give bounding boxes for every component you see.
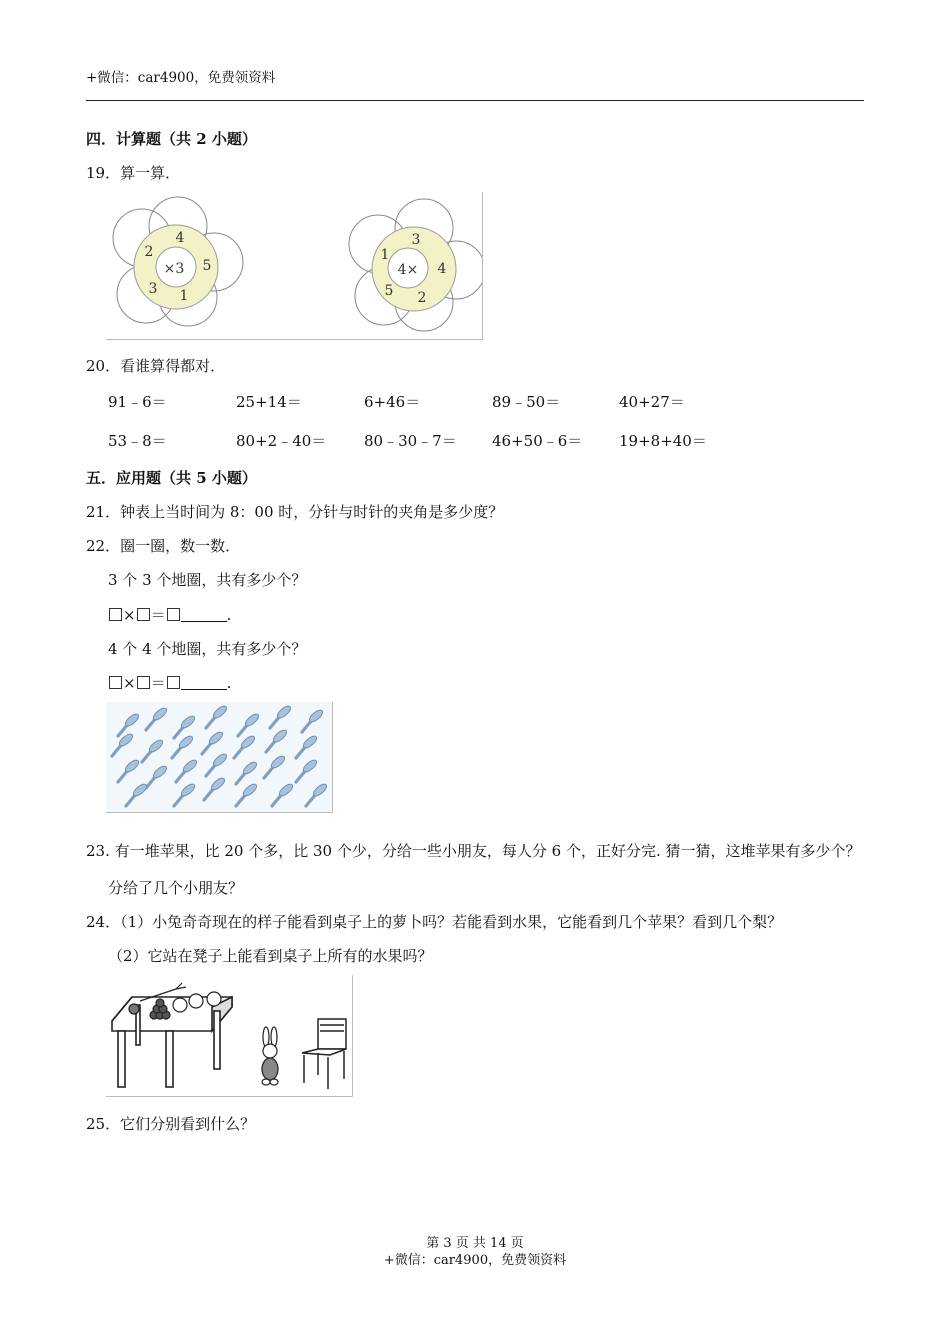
flower-1-petal-bottom-left: 3 (148, 281, 158, 297)
table-rabbit-chair-drawing (106, 975, 352, 1096)
rabbit (262, 1027, 278, 1085)
calc-1-4: 89﹣50＝ (492, 393, 561, 411)
question-24: 24．（1）小兔奇奇现在的样子能看到桌子上的萝卜吗？若能看到水果，它能看到几个苹果？看到几个梨？ (86, 913, 783, 931)
calc-1-1: 91﹣6＝ (108, 393, 167, 411)
question-23-line-2: 分给了几个小朋友？ (108, 879, 244, 897)
flower-2-petal-top: 3 (411, 232, 421, 248)
flower-2-center: 4× (397, 262, 419, 278)
question-23: 23. 有一堆苹果，比 20 个多，比 30 个少，分给一些小朋友，每人分 6 个，正好分完. 猜一猜，这堆苹果有多少个？ (86, 842, 861, 860)
answer-blank (181, 675, 227, 690)
calc-2-4: 46+50﹣6＝ (492, 432, 583, 450)
flower-2-petal-bottom-left: 5 (384, 283, 394, 299)
flower-diagrams (106, 192, 482, 339)
calc-2-3: 80﹣30﹣7＝ (364, 432, 457, 450)
header-rule (86, 100, 864, 101)
answer-box (137, 608, 150, 621)
answer-blank (181, 607, 227, 622)
answer-box (109, 676, 122, 689)
section-4-title: 四．计算题（共 2 小题） (86, 130, 257, 148)
thumbtack-grid (106, 702, 332, 812)
flower-1-petal-left: 2 (144, 244, 154, 260)
flower-2-petal-left: 1 (380, 247, 390, 263)
answer-box (167, 676, 180, 689)
question-19: 19．算一算． (86, 164, 181, 182)
calc-2-1: 53﹣8＝ (108, 432, 167, 450)
page-footer: +微信：car4900，免费领资料 (383, 1253, 567, 1268)
calc-1-3: 6+46＝ (364, 393, 421, 411)
question-22-line-2: 4 个 4 个地圈，共有多少个？ (108, 640, 307, 658)
answer-box (109, 608, 122, 621)
question-22: 22．圈一圈，数一数． (86, 537, 241, 555)
chair (302, 1019, 346, 1089)
page-number: 第 3 页 共 14 页 (426, 1236, 524, 1251)
question-22-equation-2: × ＝ . (108, 672, 231, 693)
flower-1-petal-top: 4 (175, 230, 185, 246)
thumbtack-figure (106, 702, 333, 813)
calc-1-5: 40+27＝ (619, 393, 685, 411)
question-21: 21．钟表上当时间为 8：00 时，分针与时针的夹角是多少度？ (86, 503, 504, 521)
answer-box (167, 608, 180, 621)
question-24-part-2: （2）它站在凳子上能看到桌子上所有的水果吗？ (108, 947, 433, 965)
section-5-title: 五．应用题（共 5 小题） (86, 469, 257, 487)
calc-2-5: 19+8+40＝ (619, 432, 707, 450)
flower-figure (106, 192, 483, 340)
flower-2-petal-right: 4 (437, 261, 447, 277)
page-header: +微信：car4900，免费领资料 (86, 70, 276, 86)
question-25: 25．它们分别看到什么？ (86, 1115, 256, 1133)
flower-2-petal-bottom-right: 2 (417, 290, 427, 306)
flower-1-petal-bottom-right: 1 (179, 288, 189, 304)
answer-box (137, 676, 150, 689)
question-22-equation-1: × ＝ . (108, 604, 231, 625)
calc-1-2: 25+14＝ (236, 393, 302, 411)
calc-2-2: 80+2﹣40＝ (236, 432, 327, 450)
table-rabbit-figure (106, 975, 353, 1097)
flower-1-petal-right: 5 (202, 258, 212, 274)
flower-1-center: ×3 (163, 261, 185, 277)
question-20: 20．看谁算得都对． (86, 357, 226, 375)
question-22-line-1: 3 个 3 个地圈，共有多少个？ (108, 571, 307, 589)
